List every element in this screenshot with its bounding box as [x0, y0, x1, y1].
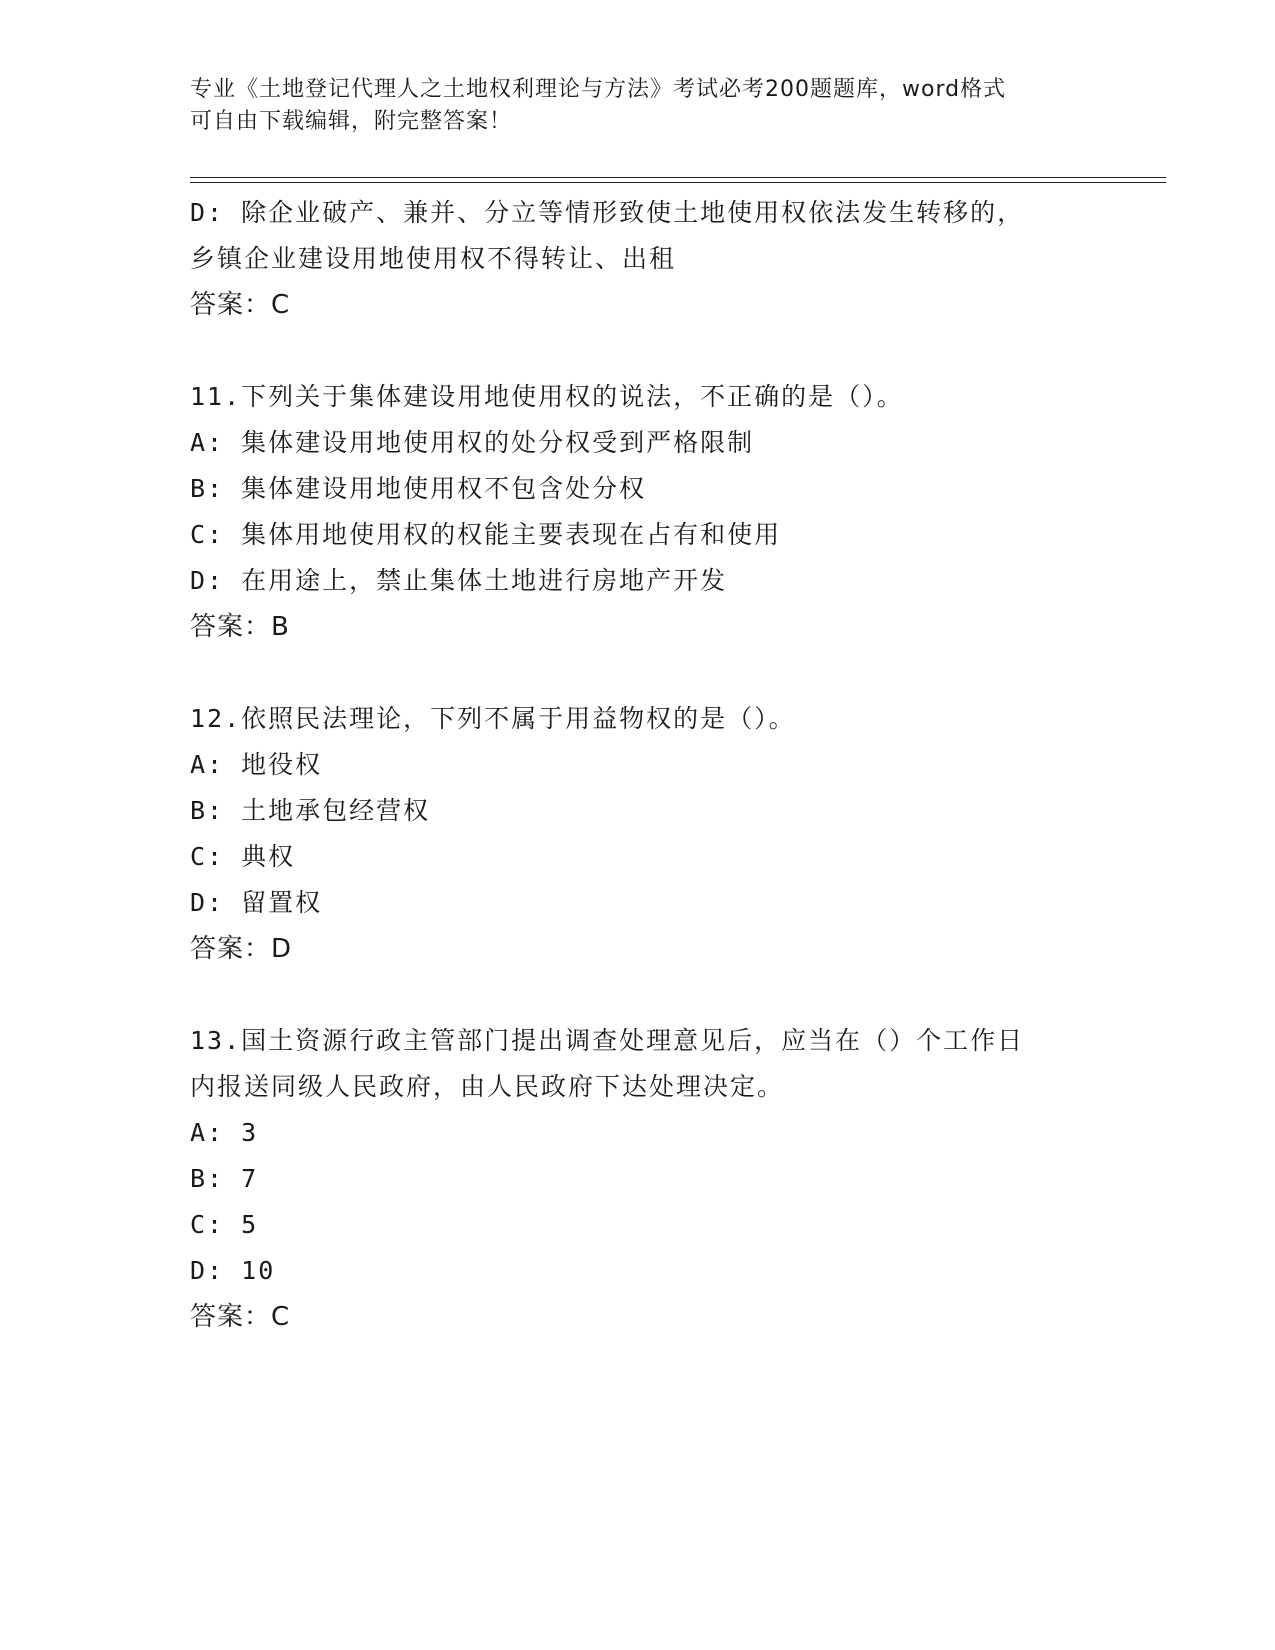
answer-line: 答案：C [190, 1302, 291, 1332]
option-b: B: 集体建设用地使用权不包含处分权 [190, 474, 647, 503]
question-stem-line-2: 内报送同级人民政府，由人民政府下达处理决定。 [190, 1072, 785, 1101]
question-block-13 [190, 1018, 1110, 1340]
option-a: A: 3 [190, 1118, 259, 1147]
document-header [190, 74, 1090, 138]
question-block-12 [190, 696, 1110, 972]
answer-line: 答案：C [190, 290, 291, 320]
option-c: C: 5 [190, 1210, 259, 1239]
question-stem-line-1: 13.国土资源行政主管部门提出调查处理意见后，应当在（）个工作日 [190, 1026, 1025, 1055]
option-c: C: 典权 [190, 842, 296, 871]
header-divider-top [190, 177, 1166, 178]
header-title-line-1: 专业《土地登记代理人之土地权利理论与方法》考试必考200题题库，word格式 [190, 77, 1007, 102]
header-title-line-2: 可自由下载编辑，附完整答案！ [190, 109, 513, 134]
option-b: B: 7 [190, 1164, 259, 1193]
question-stem: 12.依照民法理论，下列不属于用益物权的是（）。 [190, 704, 796, 733]
option-d-line-1: D: 除企业破产、兼并、分立等情形致使土地使用权依法发生转移的， [190, 198, 1025, 227]
option-c: C: 集体用地使用权的权能主要表现在占有和使用 [190, 520, 782, 549]
option-d: D: 留置权 [190, 888, 323, 917]
option-d: D: 10 [190, 1256, 276, 1285]
spacer [190, 650, 1110, 696]
header-divider-bottom [190, 182, 1166, 183]
option-a: A: 集体建设用地使用权的处分权受到严格限制 [190, 428, 755, 457]
question-list [190, 190, 1110, 1340]
question-block-11 [190, 374, 1110, 650]
option-d: D: 在用途上，禁止集体土地进行房地产开发 [190, 566, 728, 595]
spacer [190, 972, 1110, 1018]
option-d-line-2: 乡镇企业建设用地使用权不得转让、出租 [190, 244, 677, 273]
question-stem: 11.下列关于集体建设用地使用权的说法，不正确的是（）。 [190, 382, 904, 411]
answer-line: 答案：B [190, 612, 290, 642]
option-b: B: 土地承包经营权 [190, 796, 431, 825]
option-a: A: 地役权 [190, 750, 323, 779]
answer-line: 答案：D [190, 934, 293, 964]
spacer [190, 328, 1110, 374]
question-block-prev [190, 190, 1110, 328]
